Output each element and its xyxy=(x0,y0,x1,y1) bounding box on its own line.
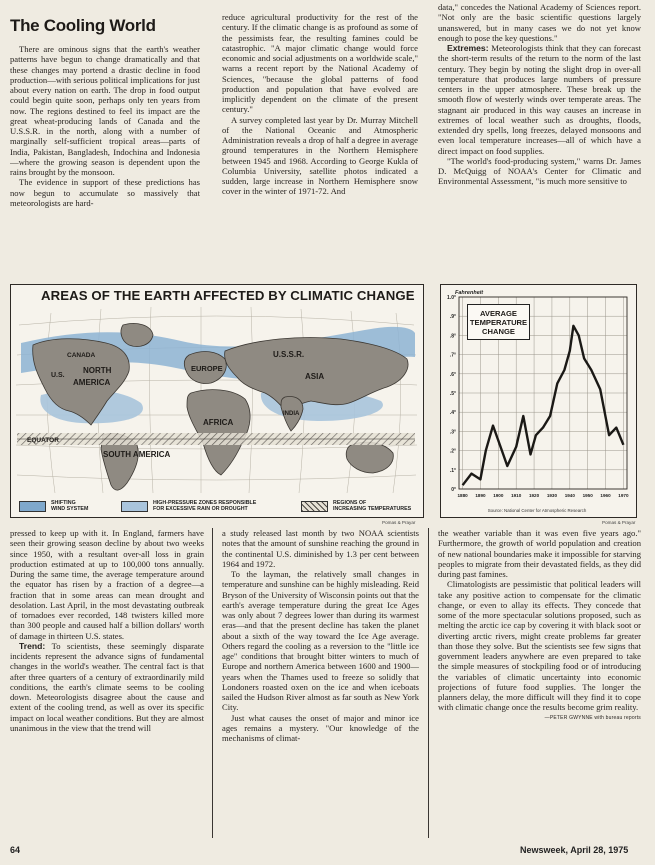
label-india: INDIA xyxy=(283,411,300,417)
article-column-2-top xyxy=(222,12,418,280)
x-tick-label: 1940 xyxy=(564,493,575,498)
label-equator: EQUATOR xyxy=(27,437,59,444)
y-tick-label: .7° xyxy=(449,352,456,359)
label-south-america: SOUTH AMERICA xyxy=(103,450,171,459)
paragraph: To the layman, the relatively small changes in temperature and sunshine can be highly misleading. Reid Bryson of the University of Wisconsin points out that the earth's average temperature during the great Ice Ages was only about 7 degrees lower than during its warmest eras—and that the present decline has taken the planet about a sixth of the way toward the Ice Age average. Others regard the cooling as a reversion to the "little ice age" conditions that brought bitter winters to much of Europe and northern America between 1600 and 1900—years when the Thames used to freeze so solidly that Londoners roasted oxen on the ice and when iceboats sailed the Hudson River almost as far south as New York City. xyxy=(222,569,419,713)
paragraph: The evidence in support of these predictions has now begun to accumulate so massively that meteorologists are hard- xyxy=(10,177,200,208)
article-column-1-top xyxy=(10,44,200,280)
x-tick-label: 1890 xyxy=(475,493,486,498)
paragraph: a study released last month by two NOAA scientists notes that the amount of sunshine reaching the ground in the continental U.S. diminished by 1.3 per cent between 1964 and 1972. xyxy=(222,528,419,569)
x-tick-label: 1880 xyxy=(457,493,468,498)
paragraph: pressed to keep up with it. In England, farmers have seen their growing season decline by about two weeks since 1950, with a resultant over-all loss in grain production estimated at up to 100,000 tons annually. During the same time, the average temperature around the equator has risen by a fraction of a degree—a fraction that in some areas can mean drought and desolation. Last April, in the most devastating outbreak of tornadoes ever recorded, 148 twisters killed more than 300 people and caused half a billion dollars' worth of damage in thirteen U.S. states. xyxy=(10,528,204,641)
paragraph: data," concedes the National Academy of Sciences report. "Not only are the basic scientific questions largely unanswered, but in many cases we do not yet know enough to pose the key questions." xyxy=(438,2,641,43)
article-headline: The Cooling World xyxy=(10,16,156,35)
paragraph: Just what causes the onset of major and minor ice ages remains a mystery. "Our knowledge of the mechanisms of climat- xyxy=(222,712,419,743)
y-tick-label: .2° xyxy=(449,448,456,455)
label-africa: AFRICA xyxy=(203,418,234,427)
y-tick-label: 1.0° xyxy=(447,295,456,301)
map-credit: Pomas & Prayar xyxy=(382,520,416,525)
chart-credit: Pomas & Prayar xyxy=(602,520,636,525)
column-divider xyxy=(428,528,429,838)
article-column-1-bottom xyxy=(10,528,204,840)
x-tick-label: 1900 xyxy=(493,493,504,498)
label-canada: CANADA xyxy=(67,352,96,359)
chart-source: Source: National Center for Atmospheric Research xyxy=(487,508,587,513)
map-legend xyxy=(19,496,417,516)
greenland-shape xyxy=(121,323,153,346)
paragraph: There are ominous signs that the earth's weather patterns have begun to change dramatically and that these changes may portend a drastic decline in food production—with serious political implications for just about every nation on earth. The drop in food output could begin quite soon, perhaps only ten years from now. The regions destined to feel its impact are the great wheat-producing lands of Canada and the U.S.S.R. in the north, along with a number of marginally self-sufficient tropical areas—parts of India, Pakistan, Bangladesh, Indochina and Indonesia—where the growing season is dependent upon the rains brought by the monsoon. xyxy=(10,44,200,177)
australia-shape xyxy=(346,442,393,473)
x-tick-label: 1960 xyxy=(600,493,611,498)
series-line xyxy=(463,326,624,485)
page-number: 64 xyxy=(10,845,21,855)
legend-label: SHIFTING WIND SYSTEM xyxy=(51,500,89,512)
label-ussr: U.S.S.R. xyxy=(273,350,305,359)
temperature-chart-figure xyxy=(440,284,637,518)
x-tick-label: 1910 xyxy=(511,493,522,498)
publication-line: Newsweek, April 28, 1975 xyxy=(520,845,629,855)
y-tick-label: .5° xyxy=(449,391,456,397)
paragraph: reduce agricultural productivity for the rest of the century. If the climatic change is as profound as some of the pessimists fear, the resulting famines could be catastrophic. "A major climatic change would force economic and social adjustments on a worldwide scale," warns a recent report by the National Academy of Sciences, "because the global patterns of food production and population that have evolved are implicitly dependent on the climate of the present century." xyxy=(222,12,418,115)
legend-label: REGIONS OF INCREASING TEMPERATURES xyxy=(333,500,412,512)
label-europe: EUROPE xyxy=(191,364,223,373)
paragraph: "The world's food-producing system," warns Dr. James D. McQuigg of NOAA's Center for Climatic and Environmental Assessment, "is much more sensitive to xyxy=(438,155,641,187)
label-us: U.S. xyxy=(51,372,65,379)
paragraph: A survey completed last year by Dr. Murray Mitchell of the National Oceanic and Atmospheric Administration reveals a drop of half a degree in average ground temperatures in the Northern Hemisphere between 1945 and 1968. According to George Kukla of Columbia University, satellite photos indicated a sudden, large increase in Northern Hemisphere snow cover in the winter of 1971-72. And xyxy=(222,114,418,197)
paragraph: Trend: To scientists, these seemingly disparate incidents represent the advance signs of fundamental changes in the world's weather. The central fact is that after three quarters of a century of extraordinarily mild conditions, the earth's climate seems to be cooling down. Meteorologists disagree about the cause and extent of the cooling trend, as well as over its specific impact on local weather conditions. But they are almost unanimous in the view that the trend will xyxy=(10,640,204,733)
x-tick-label: 1970 xyxy=(618,493,629,498)
chart-title: AVERAGE TEMPERATURE CHANGE xyxy=(467,304,530,340)
x-tick-label: 1920 xyxy=(528,493,540,498)
paragraph: the weather variable than it was even five years ago." Furthermore, the growth of world population and creation of new national boundaries make it impossible for starving peoples to migrate from their devastated fields, as they did during past famines. xyxy=(438,528,641,579)
legend-swatch-hatched xyxy=(301,501,328,512)
article-column-2-bottom xyxy=(222,528,419,840)
subhead-trend: Trend: xyxy=(19,640,46,651)
y-tick-label: .1° xyxy=(449,467,456,474)
subhead-extremes: Extremes: xyxy=(447,43,489,53)
legend-item-temperature xyxy=(301,496,417,516)
x-tick-label: 1950 xyxy=(582,493,593,498)
y-tick-label: .8° xyxy=(449,333,456,340)
africa-shape xyxy=(187,390,250,475)
y-tick-label: .4° xyxy=(449,410,456,417)
legend-swatch xyxy=(121,501,148,512)
label-north: NORTH xyxy=(83,366,112,375)
x-tick-label: 1930 xyxy=(546,493,558,498)
paragraph: Climatologists are pessimistic that political leaders will take any positive action to compensate for the climatic change, or even to allay its effects. They concede that some of the more spectacular solutions proposed, such as melting the arctic ice cap by covering it with black soot or diverting arctic rivers, might create problems far greater than those they solve. But the scientists see few signs that government leaders anywhere are even prepared to take the simple measures of stockpiling food or of introducing the variables of climatic uncertainty into economic projections of future food supplies. The longer the planners delay, the more difficult will they find it to cope with climatic change once the results become grim reality. xyxy=(438,579,641,713)
y-tick-label: .9° xyxy=(449,314,456,321)
map-title: AREAS OF THE EARTH AFFECTED BY CLIMATIC CHANGE xyxy=(41,288,415,303)
byline: —PETER GWYNNE with bureau reports xyxy=(544,714,641,721)
column-divider xyxy=(212,528,213,838)
article-column-3-top xyxy=(438,2,641,280)
label-america: AMERICA xyxy=(73,378,111,387)
legend-item-pressure xyxy=(121,496,301,516)
label-asia: ASIA xyxy=(305,372,325,381)
climate-map-figure xyxy=(10,284,424,518)
y-tick-label: 0° xyxy=(451,487,456,493)
world-map xyxy=(11,285,422,516)
chart-y-axis-label: Fahrenheit xyxy=(455,290,484,296)
paragraph: Extremes: Meteorologists think that they can forecast the short-term results of the return to the norm of the last century. They begin by noting the slight drop in over-all temperature that produces large numbers of pressure centers in the upper atmosphere. These break up the smooth flow of westerly winds over temperate areas. The stagnant air produced in this way causes an increase in extremes of local weather such as droughts, floods, extended dry spells, long freezes, delayed monsoons and even local temperature increases—all of which have a direct impact on food supplies. xyxy=(438,43,641,156)
legend-label: HIGH-PRESSURE ZONES RESPONSIBLE FOR EXCESSIVE RAIN OR DROUGHT xyxy=(153,500,257,512)
y-tick-label: .3° xyxy=(449,429,456,436)
legend-swatch xyxy=(19,501,46,512)
article-column-3-bottom xyxy=(438,528,641,840)
y-tick-label: .6° xyxy=(449,371,456,378)
